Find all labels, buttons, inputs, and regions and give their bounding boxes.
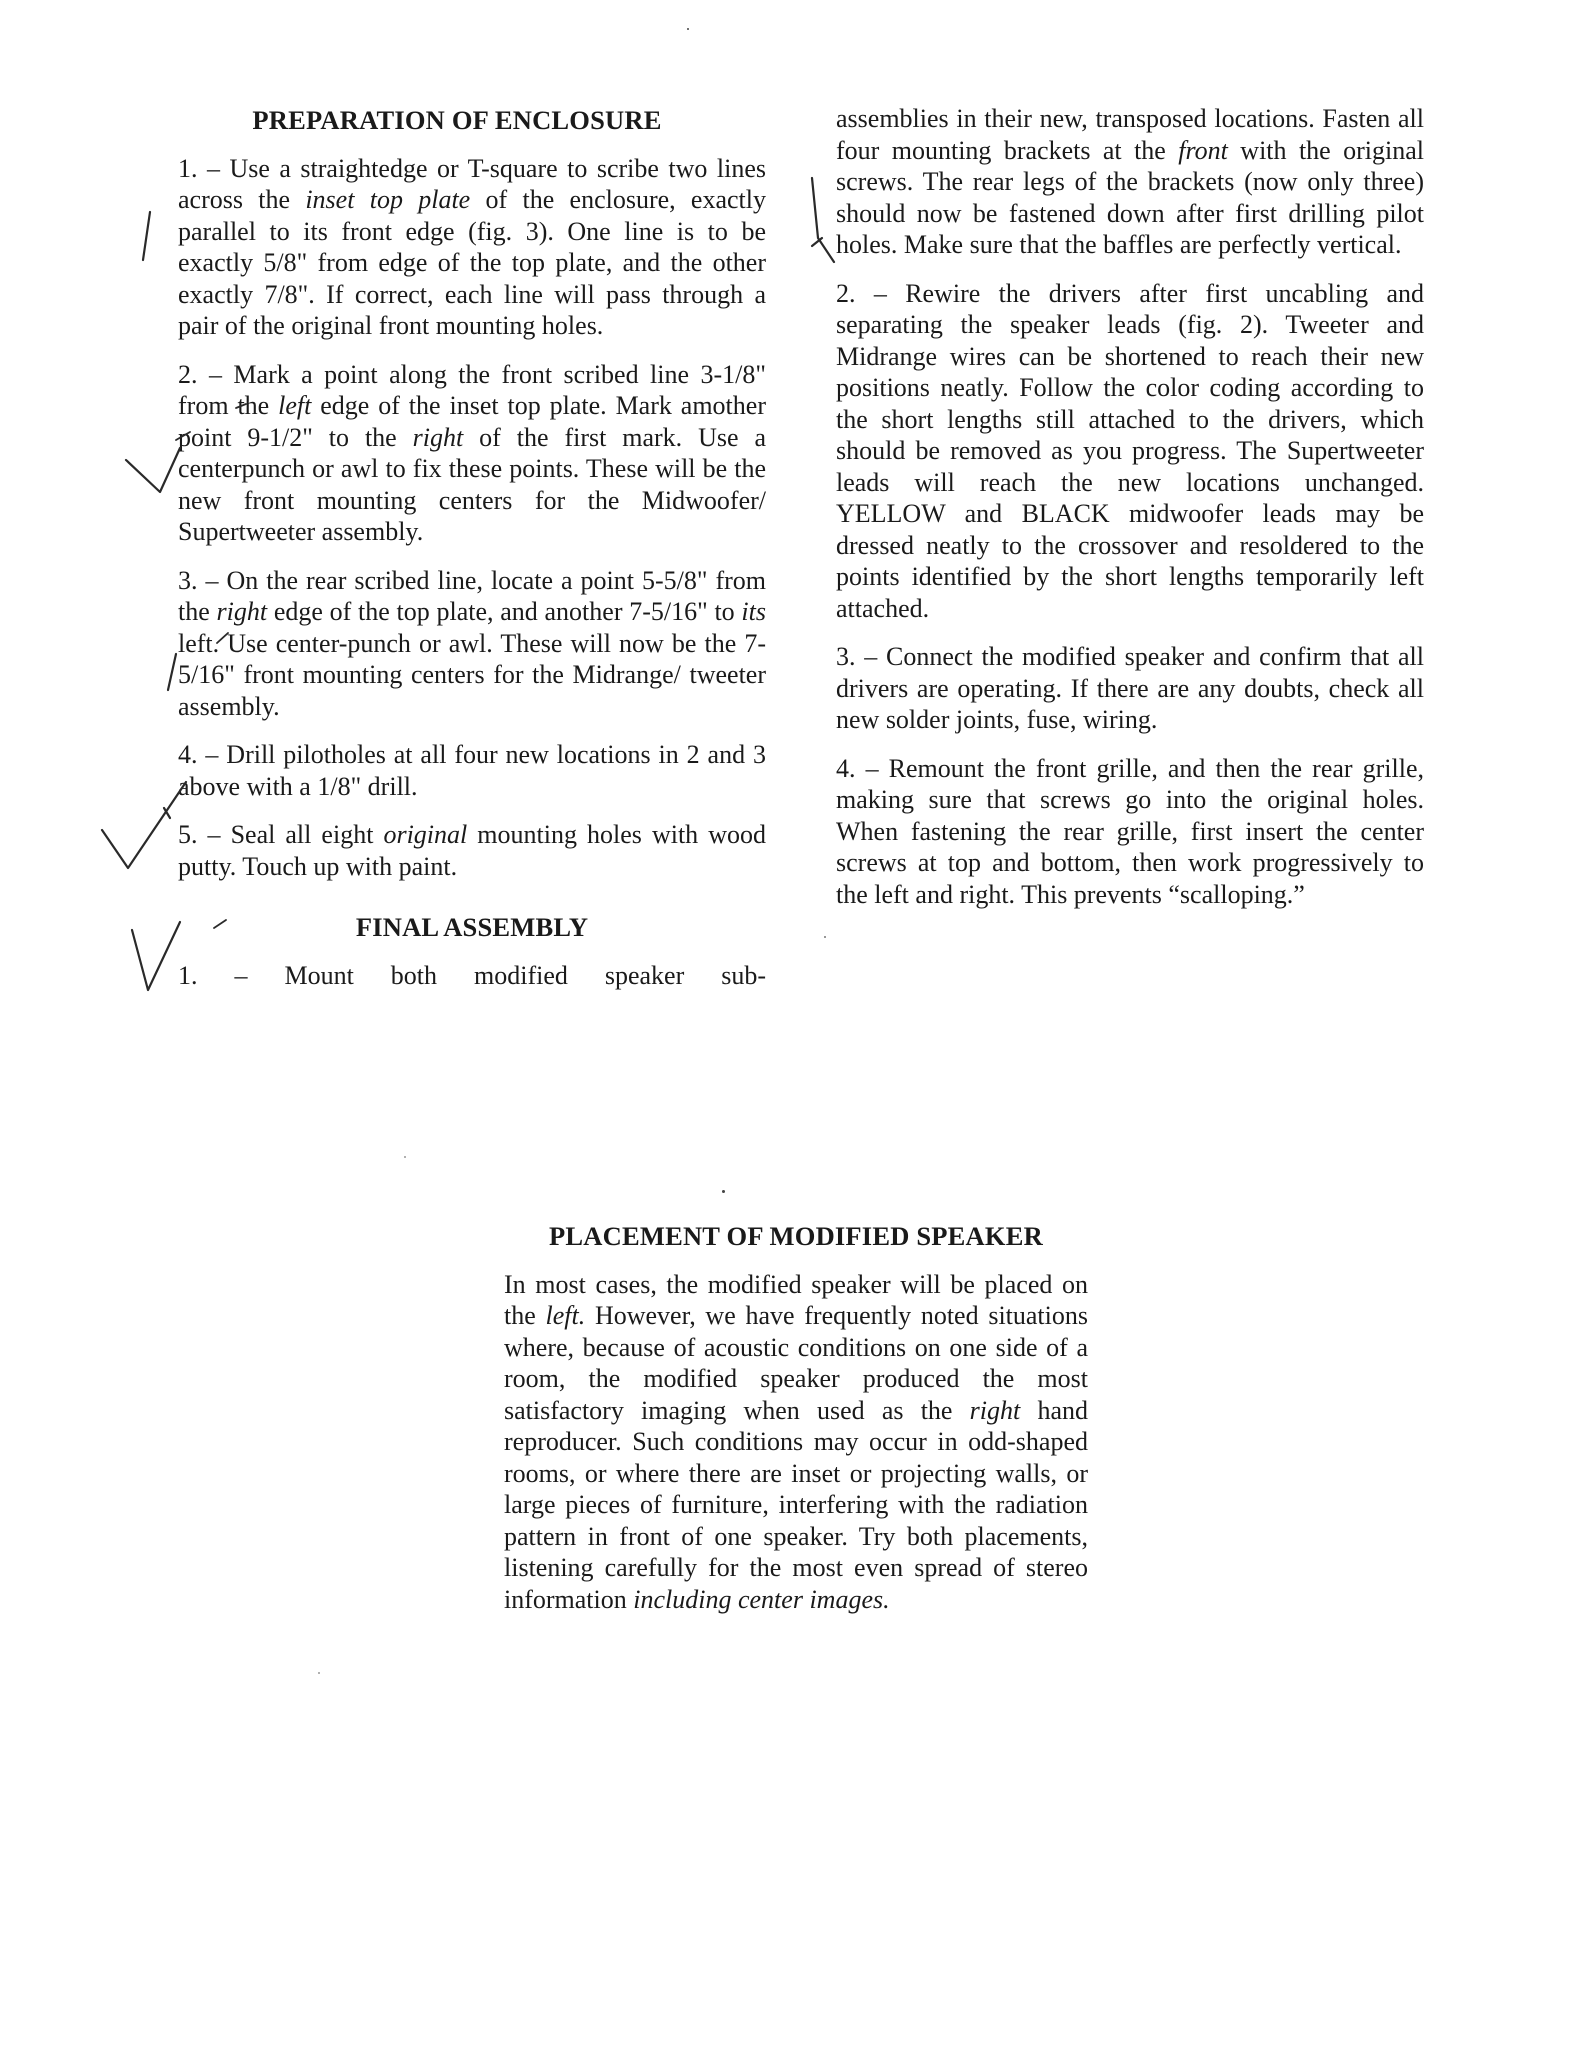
final-step-2: 2. – Rewire the drivers after first uncabling and separating the speaker leads (fig. 2). Tweeter and Midrange wires can be shortened to reach their new positions neatly. Follow the color coding according to the short lengths still attached to the drivers, which should be removed as you progress. The Supertweeter leads will reach the new locations unchanged. YELLOW and BLACK midwoofer leads may be dressed neatly to the crossover and resoldered to the points identified by the short lengths temporarily left attached. bbox=[836, 278, 1424, 623]
final-step-1-start: 1. – Mount both modified speaker sub- bbox=[178, 960, 766, 990]
heading-placement: PLACEMENT OF MODIFIED SPEAKER bbox=[549, 1221, 1043, 1251]
print-speck bbox=[404, 1156, 406, 1158]
check-mark-step-1 bbox=[143, 212, 150, 260]
prep-step-2: 2. – Mark a point along the front scribed line 3-1/8" from the left edge of the inset top plate. Mark amother point 9-1/2" to the right of the first mark. Use a centerpunch or awl to fix these points. These will be the new front mounting centers for the Midwoofer/ Supertweeter assembly. bbox=[178, 359, 767, 546]
prep-step-3: 3. – On the rear scribed line, locate a point 5-5/8" from the right edge of the top plate, and another 7-5/16" to its left. Use center-punch or awl. These will now be the 7-5/16" front mounting centers for the Midrange/ tweeter assembly. bbox=[178, 565, 766, 721]
check-mark-step-3b bbox=[164, 808, 170, 818]
final-step-4: 4. – Remount the front grille, and then the rear grille, making sure that screws go into the original holes. When fastening the rear grille, first insert the center screws at top and bottom, then work progressively to the left and right. This prevents “scalloping.” bbox=[836, 753, 1424, 909]
final-step-3: 3. – Connect the modified speaker and confirm that all drivers are operating. If there are any doubts, check all new solder joints, fuse, wiring. bbox=[836, 642, 1424, 734]
check-mark-right-b bbox=[812, 238, 822, 246]
placement-section bbox=[504, 1221, 1088, 1632]
prep-step-4: 4. – Drill pilotholes at all four new locations in 2 and 3 above with a 1/8" drill. bbox=[178, 740, 766, 801]
check-mark-step-2 bbox=[126, 448, 180, 492]
print-speck bbox=[687, 28, 689, 30]
prep-step-1: 1. – Use a straightedge or T-square to scribe two lines across the inset top plate of the enclosure, exactly parallel to its front edge (fig. 3). One line is to be exactly 5/8" from edge of the top plate, and the other exactly 7/8". If correct, each line will pass through a pair of the original front mounting holes. bbox=[178, 153, 766, 340]
left-column bbox=[178, 105, 766, 991]
right-column bbox=[836, 103, 1424, 927]
print-speck bbox=[824, 936, 826, 938]
heading-final-assembly: FINAL ASSEMBLY bbox=[355, 912, 589, 942]
prep-step-5: 5. – Seal all eight original mounting holes with wood putty. Touch up with paint. bbox=[178, 820, 766, 881]
print-speck bbox=[318, 1672, 320, 1674]
check-mark-step-5 bbox=[132, 922, 180, 990]
placement-paragraph: In most cases, the modified speaker will be placed on the left. However, we have frequently noted situations where, because of acoustic conditions on one side of a room, the modified speaker produced the most satisfactory imaging when used as the right hand reproducer. Such conditions may occur in odd-shaped rooms, or where there are inset or projecting walls, or large pieces of furniture, interfering with the radiation pattern in front of one speaker. Try both placements, listening carefully for the most even spread of stereo information including center images. bbox=[504, 1269, 1088, 1614]
print-speck bbox=[722, 1190, 725, 1193]
check-mark-step-4 bbox=[102, 782, 186, 868]
check-mark-right bbox=[812, 178, 834, 262]
final-step-1-continued: assemblies in their new, transposed locations. Fasten all four mounting brackets at the front with the original screws. The rear legs of the brackets (now only three) should now be fastened down after first drilling pilot holes. Make sure that the baffles are perfectly vertical. bbox=[836, 104, 1425, 259]
check-mark-step-3 bbox=[168, 654, 176, 690]
heading-preparation: PREPARATION OF ENCLOSURE bbox=[252, 105, 662, 135]
